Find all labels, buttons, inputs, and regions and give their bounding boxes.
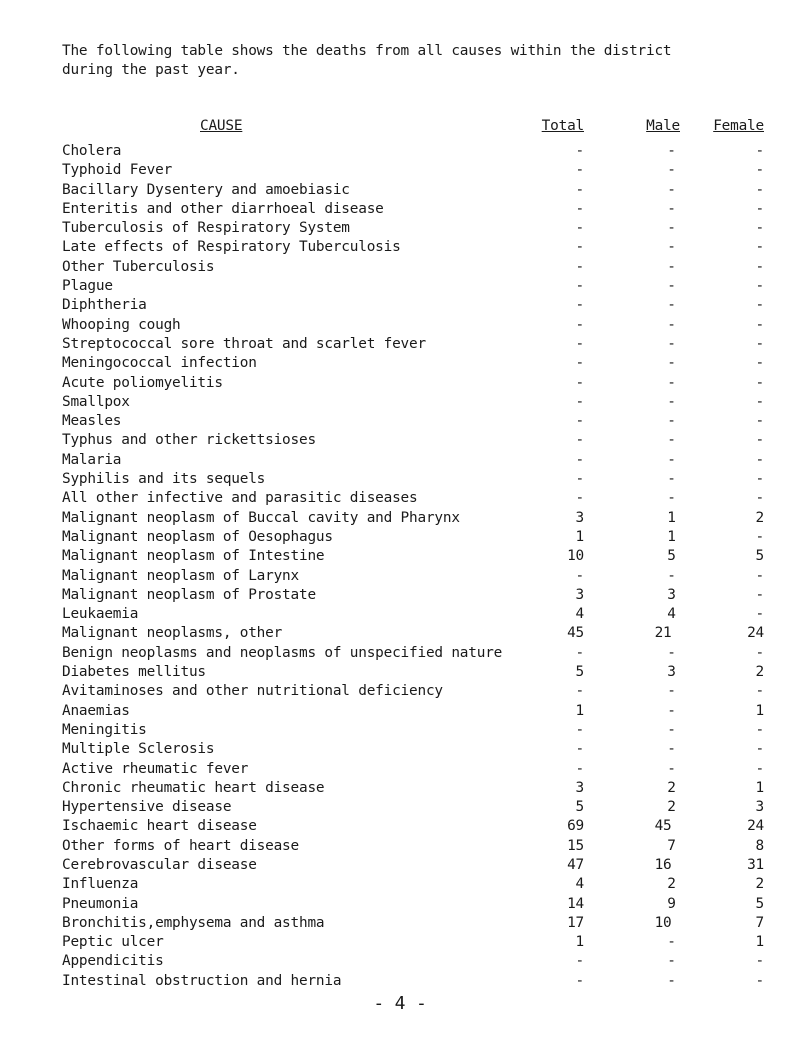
total-cell: 4 <box>575 876 584 893</box>
table-row <box>0 914 800 933</box>
male-cell: - <box>667 355 676 372</box>
male-cell: 2 <box>667 876 676 893</box>
cause-cell: Pneumonia <box>62 895 139 912</box>
table-row <box>0 567 800 586</box>
table-row <box>0 489 800 508</box>
male-cell: - <box>667 181 676 198</box>
table-row <box>0 837 800 856</box>
cause-cell: Streptococcal sore throat and scarlet fever <box>62 335 426 352</box>
female-cell: 7 <box>755 914 764 931</box>
male-cell: - <box>667 644 676 661</box>
table-row <box>0 547 800 566</box>
total-cell: - <box>575 258 584 275</box>
total-cell: - <box>575 432 584 449</box>
male-cell: - <box>667 953 676 970</box>
cause-cell: Meningitis <box>62 721 147 738</box>
male-cell: 10 <box>654 914 672 931</box>
female-cell: 5 <box>755 548 764 565</box>
cause-cell: Other Tuberculosis <box>62 258 215 275</box>
cause-cell: Plague <box>62 278 113 295</box>
male-cell: 16 <box>654 856 672 873</box>
table-row <box>0 663 800 682</box>
table-row <box>0 856 800 875</box>
table-row <box>0 624 800 643</box>
female-cell: - <box>755 239 764 256</box>
table-row <box>0 374 800 393</box>
total-cell: - <box>575 953 584 970</box>
table-row <box>0 721 800 740</box>
cause-cell: Anaemias <box>62 702 130 719</box>
cause-cell: Cerebrovascular disease <box>62 856 257 873</box>
male-cell: - <box>667 297 676 314</box>
cause-cell: Multiple Sclerosis <box>62 741 215 758</box>
table-row <box>0 316 800 335</box>
total-cell: 47 <box>567 856 584 873</box>
total-cell: - <box>575 143 584 159</box>
cause-cell: Enteritis and other diarrhoeal disease <box>62 200 384 217</box>
cause-cell: Bronchitis,emphysema and asthma <box>62 914 325 931</box>
cause-cell: Benign neoplasms and neoplasms of unspecified nature <box>62 644 503 661</box>
page-number: - 4 - <box>373 993 427 1014</box>
intro-line-2: during the past year. <box>62 62 240 78</box>
total-cell: - <box>575 355 584 372</box>
cause-cell: Diabetes mellitus <box>62 664 206 681</box>
male-cell: - <box>667 220 676 237</box>
total-cell: 1 <box>575 702 584 719</box>
table-row <box>0 605 800 624</box>
table-row <box>0 296 800 315</box>
table-row <box>0 451 800 470</box>
male-cell: - <box>667 702 676 719</box>
cause-cell: Appendicitis <box>62 953 164 970</box>
female-cell: 3 <box>755 799 764 816</box>
female-cell: - <box>755 471 764 488</box>
female-cell: 8 <box>755 837 764 854</box>
total-cell: 45 <box>567 625 584 642</box>
female-cell: - <box>755 220 764 237</box>
female-cell: - <box>755 316 764 333</box>
table-row <box>0 586 800 605</box>
female-cell: - <box>755 162 764 179</box>
table-row <box>0 200 800 219</box>
total-cell: - <box>575 451 584 468</box>
total-cell: 14 <box>567 895 584 912</box>
cause-cell: Malignant neoplasm of Intestine <box>62 548 325 565</box>
cause-cell: All other infective and parasitic diseases <box>62 490 418 507</box>
total-cell: - <box>575 278 584 295</box>
female-cell: 1 <box>755 779 764 796</box>
male-cell: - <box>667 721 676 738</box>
female-cell: - <box>755 432 764 449</box>
female-cell: 2 <box>755 509 764 526</box>
table-row <box>0 431 800 450</box>
table-row <box>0 258 800 277</box>
cause-cell: Smallpox <box>62 393 130 410</box>
female-cell: - <box>755 741 764 758</box>
total-cell: - <box>575 760 584 777</box>
cause-cell: Diphtheria <box>62 297 147 314</box>
female-cell: 24 <box>747 818 764 835</box>
female-cell: - <box>755 143 764 159</box>
female-cell: - <box>755 586 764 603</box>
table-header <box>0 118 800 138</box>
table-row <box>0 972 800 991</box>
table-row <box>0 161 800 180</box>
total-cell: 1 <box>575 528 584 545</box>
table-row <box>0 509 800 528</box>
male-cell: - <box>667 972 676 989</box>
male-cell: - <box>667 393 676 410</box>
male-cell: - <box>667 471 676 488</box>
header-female: Female <box>713 118 764 134</box>
cause-cell: Intestinal obstruction and hernia <box>62 972 342 989</box>
female-cell: - <box>755 413 764 430</box>
table-row <box>0 412 800 431</box>
cause-cell: Malignant neoplasm of Prostate <box>62 586 316 603</box>
table-row <box>0 798 800 817</box>
intro-line-1: The following table shows the deaths from all causes within the district <box>62 43 672 59</box>
total-cell: 10 <box>567 548 584 565</box>
female-cell: - <box>755 258 764 275</box>
table-row <box>0 393 800 412</box>
table-row <box>0 277 800 296</box>
cause-cell: Other forms of heart disease <box>62 837 299 854</box>
table-row <box>0 817 800 836</box>
cause-cell: Late effects of Respiratory Tuberculosis <box>62 239 401 256</box>
cause-cell: Malignant neoplasm of Larynx <box>62 567 299 584</box>
female-cell: 31 <box>747 856 764 873</box>
total-cell: - <box>575 181 584 198</box>
cause-cell: Malaria <box>62 451 122 468</box>
total-cell: - <box>575 393 584 410</box>
total-cell: - <box>575 335 584 352</box>
female-cell: - <box>755 393 764 410</box>
male-cell: - <box>667 413 676 430</box>
male-cell: - <box>667 760 676 777</box>
male-cell: - <box>667 316 676 333</box>
male-cell: - <box>667 451 676 468</box>
cause-cell: Active rheumatic fever <box>62 760 249 777</box>
male-cell: - <box>667 278 676 295</box>
cause-cell: Typhoid Fever <box>62 162 173 179</box>
cause-cell: Tuberculosis of Respiratory System <box>62 220 350 237</box>
female-cell: - <box>755 374 764 391</box>
male-cell: - <box>667 683 676 700</box>
cause-cell: Malignant neoplasm of Buccal cavity and Pharynx <box>62 509 460 526</box>
male-cell: 4 <box>667 606 676 623</box>
male-cell: 1 <box>667 528 676 545</box>
male-cell: - <box>667 258 676 275</box>
total-cell: - <box>575 721 584 738</box>
cause-cell: Influenza <box>62 876 139 893</box>
table-row <box>0 470 800 489</box>
cause-cell: Cholera <box>62 143 122 159</box>
male-cell: - <box>667 934 676 951</box>
total-cell: 69 <box>567 818 584 835</box>
intro-paragraph <box>62 42 782 80</box>
cause-cell: Malignant neoplasm of Oesophagus <box>62 528 333 545</box>
total-cell: - <box>575 220 584 237</box>
table-row <box>0 238 800 257</box>
male-cell: - <box>667 741 676 758</box>
deaths-table <box>0 142 800 991</box>
male-cell: 45 <box>654 818 672 835</box>
male-cell: - <box>667 490 676 507</box>
total-cell: - <box>575 200 584 217</box>
total-cell: 3 <box>575 779 584 796</box>
cause-cell: Leukaemia <box>62 606 139 623</box>
cause-cell: Measles <box>62 413 122 430</box>
female-cell: - <box>755 335 764 352</box>
total-cell: - <box>575 644 584 661</box>
female-cell: 24 <box>747 625 764 642</box>
male-cell: 3 <box>667 664 676 681</box>
cause-cell: Acute poliomyelitis <box>62 374 223 391</box>
female-cell: - <box>755 490 764 507</box>
male-cell: 9 <box>667 895 676 912</box>
cause-cell: Syphilis and its sequels <box>62 471 266 488</box>
male-cell: 5 <box>667 548 676 565</box>
female-cell: - <box>755 644 764 661</box>
total-cell: 1 <box>575 934 584 951</box>
cause-cell: Ischaemic heart disease <box>62 818 257 835</box>
cause-cell: Meningococcal infection <box>62 355 257 372</box>
female-cell: - <box>755 683 764 700</box>
cause-cell: Avitaminoses and other nutritional deficiency <box>62 683 443 700</box>
female-cell: 1 <box>755 702 764 719</box>
female-cell: 2 <box>755 664 764 681</box>
female-cell: - <box>755 760 764 777</box>
table-row <box>0 142 800 161</box>
female-cell: - <box>755 953 764 970</box>
female-cell: - <box>755 528 764 545</box>
female-cell: 1 <box>755 934 764 951</box>
total-cell: - <box>575 567 584 584</box>
table-row <box>0 354 800 373</box>
male-cell: - <box>667 374 676 391</box>
female-cell: - <box>755 278 764 295</box>
header-total: Total <box>541 118 584 134</box>
table-row <box>0 933 800 952</box>
table-row <box>0 335 800 354</box>
cause-cell: Peptic ulcer <box>62 934 164 951</box>
total-cell: 3 <box>575 509 584 526</box>
table-row <box>0 875 800 894</box>
table-row <box>0 895 800 914</box>
header-male: Male <box>646 118 680 134</box>
female-cell: - <box>755 181 764 198</box>
cause-cell: Bacillary Dysentery and amoebiasic <box>62 181 350 198</box>
male-cell: - <box>667 143 676 159</box>
female-cell: - <box>755 721 764 738</box>
female-cell: 2 <box>755 876 764 893</box>
cause-cell: Chronic rheumatic heart disease <box>62 779 325 796</box>
table-row <box>0 181 800 200</box>
total-cell: - <box>575 162 584 179</box>
female-cell: - <box>755 355 764 372</box>
table-row <box>0 702 800 721</box>
male-cell: 1 <box>667 509 676 526</box>
male-cell: - <box>667 567 676 584</box>
total-cell: 4 <box>575 606 584 623</box>
cause-cell: Whooping cough <box>62 316 181 333</box>
total-cell: - <box>575 297 584 314</box>
total-cell: - <box>575 239 584 256</box>
total-cell: - <box>575 413 584 430</box>
total-cell: - <box>575 683 584 700</box>
total-cell: - <box>575 741 584 758</box>
header-cause: CAUSE <box>200 118 243 134</box>
total-cell: - <box>575 374 584 391</box>
cause-cell: Typhus and other rickettsioses <box>62 432 316 449</box>
male-cell: 21 <box>654 625 672 642</box>
table-row <box>0 528 800 547</box>
table-row <box>0 779 800 798</box>
male-cell: 2 <box>667 799 676 816</box>
male-cell: - <box>667 335 676 352</box>
female-cell: - <box>755 606 764 623</box>
table-row <box>0 219 800 238</box>
total-cell: 3 <box>575 586 584 603</box>
table-row <box>0 740 800 759</box>
table-row <box>0 760 800 779</box>
cause-cell: Hypertensive disease <box>62 799 232 816</box>
female-cell: - <box>755 200 764 217</box>
female-cell: - <box>755 451 764 468</box>
total-cell: - <box>575 972 584 989</box>
female-cell: - <box>755 297 764 314</box>
male-cell: 2 <box>667 779 676 796</box>
male-cell: 7 <box>667 837 676 854</box>
male-cell: - <box>667 239 676 256</box>
total-cell: - <box>575 471 584 488</box>
male-cell: 3 <box>667 586 676 603</box>
table-row <box>0 644 800 663</box>
male-cell: - <box>667 200 676 217</box>
total-cell: - <box>575 316 584 333</box>
total-cell: 17 <box>567 914 584 931</box>
total-cell: 15 <box>567 837 584 854</box>
male-cell: - <box>667 162 676 179</box>
total-cell: 5 <box>575 664 584 681</box>
female-cell: 5 <box>755 895 764 912</box>
total-cell: 5 <box>575 799 584 816</box>
female-cell: - <box>755 567 764 584</box>
table-row <box>0 682 800 701</box>
female-cell: - <box>755 972 764 989</box>
cause-cell: Malignant neoplasms, other <box>62 625 283 642</box>
male-cell: - <box>667 432 676 449</box>
total-cell: - <box>575 490 584 507</box>
table-row <box>0 952 800 971</box>
